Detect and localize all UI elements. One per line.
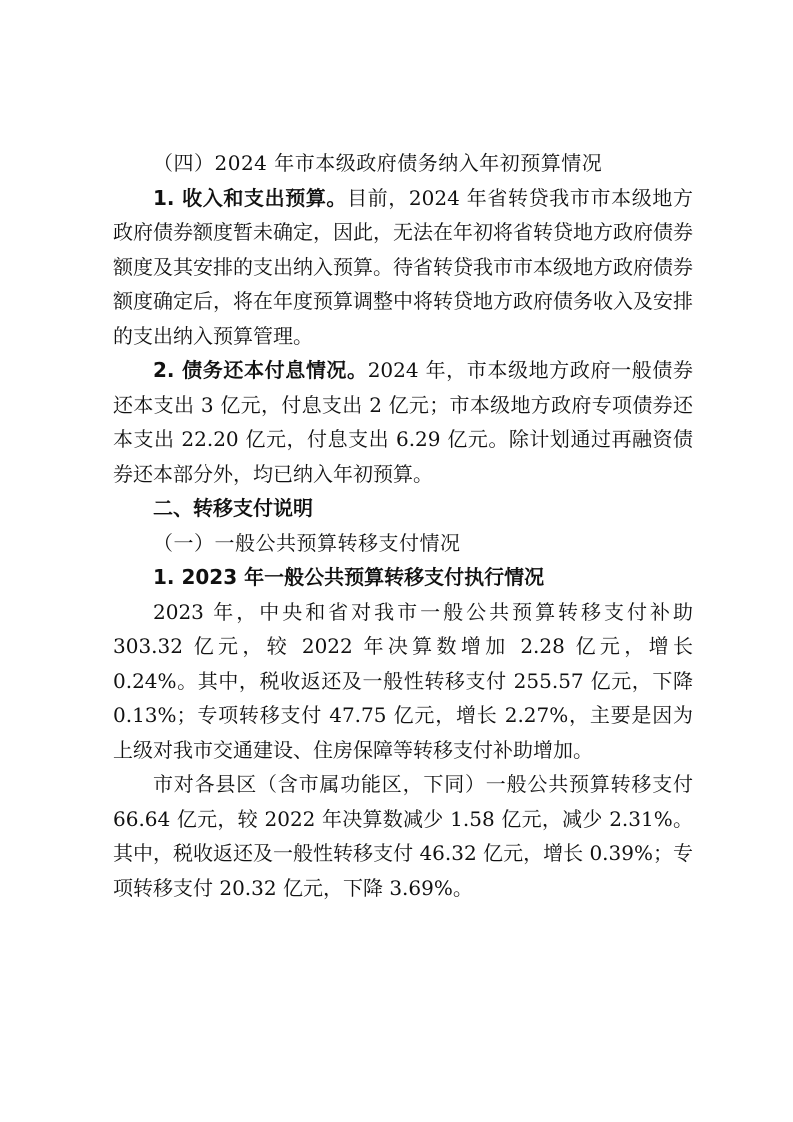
section-heading-transfer: 二、转移支付说明	[153, 496, 313, 520]
subsection-title-general: （一）一般公共预算转移支付情况	[153, 530, 461, 555]
paragraph-debt-service	[113, 353, 693, 491]
paragraph-revenue-expenditure	[113, 181, 693, 354]
paragraph-county-transfer: 市对各县区（含市属功能区，下同）一般公共预算转移支付 66.64 亿元，较 2022 年决算数减少 1.58 亿元，减少 2.31%。其中，税收返还及一般性转移支付 46.32 亿元，增长 0.39%；专项转移支付 20.32 亿元，下降 3.69%。	[113, 772, 693, 900]
paragraph-lead-debt: 2. 债务还本付息情况。	[153, 358, 368, 382]
document-body	[113, 146, 693, 905]
paragraph-lead-revenue: 1. 收入和支出预算。	[153, 185, 348, 210]
paragraph-text-debt: 2024 年，市本级地方政府一般债券还本支出 3 亿元，付息支出 2 亿元；市本级地方政府专项债券还本支出 22.20 亿元，付息支出 6.29 亿元。除计划通过再融资债券还本部分外，均已纳入年初预算。	[113, 358, 693, 486]
subsection-title-4: （四）2024 年市本级政府债务纳入年初预算情况	[153, 151, 603, 175]
paragraph-central-transfer: 2023 年，中央和省对我市一般公共预算转移支付补助 303.32 亿元，较 2022 年决算数增加 2.28 亿元，增长 0.24%。其中，税收返还及一般性转移支付 255.57 亿元，下降 0.13%；专项转移支付 47.75 亿元，增长 2.27%，主要是因为上级对我市交通建设、住房保障等转移支付补助增加。	[113, 599, 693, 762]
item-title-2023: 1. 2023 年一般公共预算转移支付执行情况	[153, 565, 545, 589]
paragraph-text-revenue: 目前，2024 年省转贷我市市本级地方政府债券额度暂未确定，因此，无法在年初将省转贷地方政府债券额度及其安排的支出纳入预算。待省转贷我市市本级地方政府债券额度确定后，将在年度预算调整中将转贷地方政府债务收入及安排的支出纳入预算管理。	[113, 185, 693, 348]
